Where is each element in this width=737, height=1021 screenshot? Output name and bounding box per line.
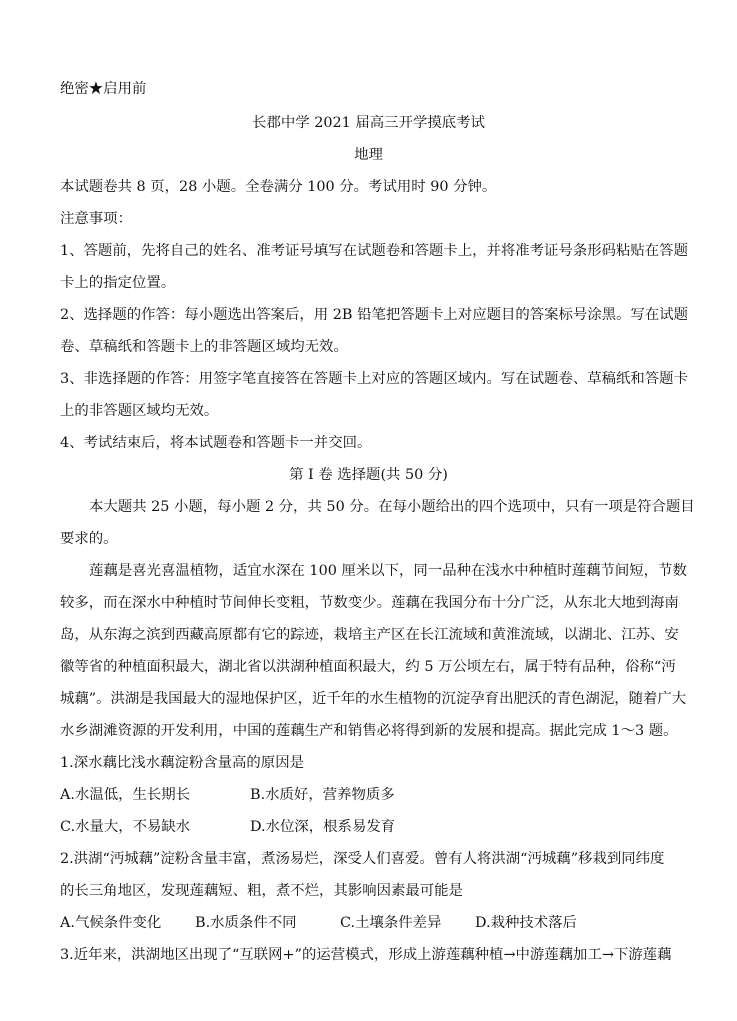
notice-2-line-2: 卷、草稿纸和答题卡上的非答题区域均无效。	[60, 339, 348, 355]
question-1-options-row-2	[60, 818, 680, 836]
question-1-option-b: B.水质好，营养物质多	[250, 787, 395, 803]
question-2-option-b: B.水质条件不同	[195, 915, 297, 931]
section-desc-line-1: 本大题共 25 小题，每小题 2 分，共 50 分。在每小题给出的四个选项中，只有一项是符合题目	[89, 499, 695, 515]
question-2-options	[60, 914, 680, 932]
exam-title: 长郡中学 2021 届高三开学摸底考试	[252, 115, 485, 131]
notice-1-line-2: 卡上的指定位置。	[60, 275, 176, 291]
notice-2-line-1: 2、选择题的作答：每小题选出答案后，用 2B 铅笔把答题卡上对应题目的答案标号涂黑。写在试题	[60, 307, 689, 323]
question-1-option-a: A.水温低，生长期长	[60, 787, 191, 803]
passage-line-6: 水乡湖滩资源的开发利用，中国的莲藕生产和销售必将得到新的发展和提高。据此完成 1～3 题。	[60, 723, 678, 739]
section-desc-line-2: 要求的。	[60, 531, 118, 547]
intro-text: 本试题卷共 8 页，28 小题。全卷满分 100 分。考试用时 90 分钟。	[60, 179, 497, 195]
question-1-option-c: C.水量大，不易缺水	[60, 819, 191, 835]
notice-3-line-1: 3、非选择题的作答：用签字笔直接答在答题卡上对应的答题区域内。写在试题卷、草稿纸和答题卡	[60, 371, 688, 387]
question-3-stem: 3.近年来，洪湖地区出现了“互联网+”的运营模式，形成上游莲藕种植→中游莲藕加工→下游莲藕	[60, 947, 672, 963]
subject-title: 地理	[354, 147, 383, 163]
question-1-options-row-1	[60, 786, 680, 804]
question-1-stem: 1.深水藕比浅水藕淀粉含量高的原因是	[60, 755, 304, 771]
notice-1-line-1: 1、答题前，先将自己的姓名、准考证号填写在试题卷和答题卡上，并将准考证号条形码粘贴在答题	[60, 243, 688, 259]
passage-line-2: 较多，而在深水中种植时节间伸长变粗，节数变少。莲藕在我国分布十分广泛，从东北大地到海南	[60, 595, 679, 611]
passage-line-4: 徽等省的种植面积最大，湖北省以洪湖种植面积最大，约 5 万公顷左右，属于特有品种，俗称“沔	[60, 659, 676, 675]
notice-heading: 注意事项：	[60, 211, 132, 227]
notice-3-line-2: 上的非答题区域均无效。	[60, 403, 219, 419]
question-2-option-a: A.气候条件变化	[60, 915, 162, 931]
question-2-stem-line-2: 的长三角地区，发现莲藕短、粗，煮不烂，其影响因素最可能是	[60, 883, 463, 899]
notice-4-line-1: 4、考试结束后，将本试题卷和答题卡一并交回。	[60, 435, 372, 451]
question-2-option-d: D.栽种技术落后	[475, 915, 577, 931]
question-2-stem-line-1: 2.洪湖“沔城藕”淀粉含量丰富，煮汤易烂，深受人们喜爱。曾有人将洪湖“沔城藕”移栽到同纬度	[60, 851, 665, 867]
passage-line-1: 莲藕是喜光喜温植物，适宜水深在 100 厘米以下，同一品种在浅水中种植时莲藕节间短，节数	[89, 563, 687, 579]
section-title: 第 I 卷 选择题(共 50 分)	[289, 467, 448, 483]
question-1-option-d: D.水位深，根系易发育	[250, 819, 396, 835]
passage-line-5: 城藕”。洪湖是我国最大的湿地保护区，近千年的水生植物的沉淀孕育出肥沃的青色湖泥，随着广大	[60, 691, 687, 707]
passage-line-3: 岛，从东海之滨到西藏高原都有它的踪迹，栽培主产区在长江流域和黄淮流域，以湖北、江苏、安	[60, 627, 679, 643]
confidential-label: 绝密★启用前	[60, 81, 147, 97]
question-2-option-c: C.土壤条件差异	[340, 915, 442, 931]
